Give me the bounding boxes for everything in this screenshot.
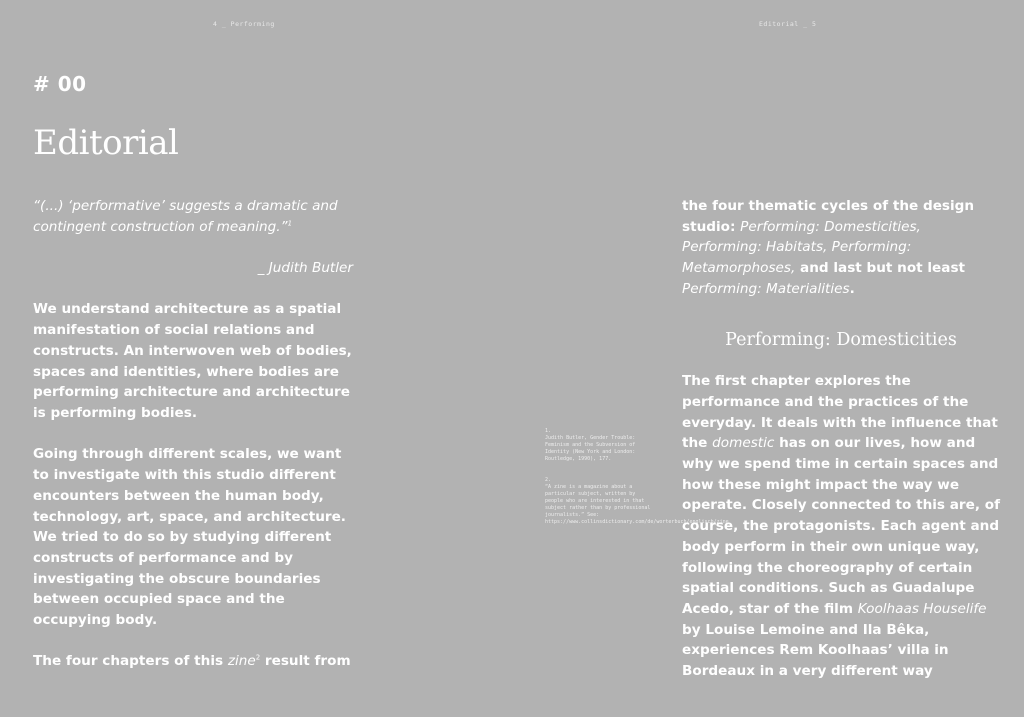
body-paragraph bbox=[33, 651, 358, 672]
epigraph-quote bbox=[33, 196, 358, 237]
text-run: has on our lives, how and why we spend time in certain spaces and how these might impact the way we operate. Closely connected to this are, of course, the protagonists. Each agent and body perform in their own unique way, following the choreography of certain spatial conditions. Such as Guadalupe Acedo, star of the film bbox=[682, 435, 1001, 617]
body-paragraph bbox=[682, 371, 1000, 682]
footnote-1 bbox=[545, 428, 653, 463]
section-number: # 00 bbox=[33, 72, 87, 96]
text-run: the four thematic cycles of the design studio: bbox=[682, 198, 975, 235]
text-run: result from bbox=[260, 653, 351, 670]
running-header-right: Editorial _ 5 bbox=[759, 20, 817, 28]
text-run: and last but not least bbox=[795, 260, 966, 277]
epigraph-text: “(...) ‘performative’ suggests a dramatic and contingent construction of meaning.” bbox=[33, 198, 338, 235]
running-header-left: 4 _ Performing bbox=[213, 20, 275, 28]
footnote-ref-1: 1 bbox=[287, 219, 293, 228]
text-run-italic: zine bbox=[227, 653, 256, 670]
page-title: Editorial bbox=[33, 123, 179, 163]
footnotes bbox=[545, 428, 729, 540]
epigraph-attribution: _ Judith Butler bbox=[257, 260, 353, 277]
footnote-ref-2: 2 bbox=[255, 653, 261, 662]
text-run-italic: Performing: Domesticities, Performing: Habitats, Performing: Metamorphoses, bbox=[682, 218, 921, 277]
text-run: by Louise Lemoine and Ila Bêka, experiences Rem Koolhaas’ villa in Bordeaux in a very different way bbox=[682, 621, 949, 680]
footnote-number: 1. bbox=[545, 428, 552, 434]
footnote-text: Judith Butler, Gender Trouble: Feminism and the Subversion of Identity (New York and London: Routledge, 1990), 177. bbox=[545, 435, 636, 462]
left-column bbox=[33, 196, 358, 672]
text-run: The four chapters of this bbox=[33, 653, 228, 670]
body-paragraph: Going through different scales, we want to investigate with this studio different encounters between the human body, technology, art, space, and architecture. We tried to do so by studying different constructs of performance and by investigating the obscure boundaries between occupied space and the occupying body. bbox=[33, 446, 346, 629]
text-run: . bbox=[849, 280, 855, 297]
text-run-italic: Koolhaas Houselife bbox=[857, 600, 987, 617]
text-run-italic: Performing: Materialities bbox=[682, 280, 850, 297]
right-column bbox=[682, 196, 1000, 682]
body-paragraph bbox=[682, 196, 1000, 300]
footnote-2 bbox=[545, 477, 729, 526]
body-paragraph: We understand architecture as a spatial manifestation of social relations and constructs. An interwoven web of bodies, spaces and identities, where bodies are performing architecture and architecture is performing bodies. bbox=[33, 301, 352, 421]
footnote-number: 2. bbox=[545, 477, 552, 483]
footnote-text: “A zine is a magazine about a particular subject, written by people who are interested in that subject rather than by professional journalists.” See: https://www.collinsdictionary.com/de/worterbuch/englisch/zine bbox=[545, 484, 729, 525]
section-heading: Performing: Domesticities bbox=[725, 329, 957, 350]
text-run-italic: domestic bbox=[712, 435, 775, 452]
text-run: The first chapter explores the performance and the practices of the everyday. It deals with the influence that the bbox=[682, 373, 998, 452]
